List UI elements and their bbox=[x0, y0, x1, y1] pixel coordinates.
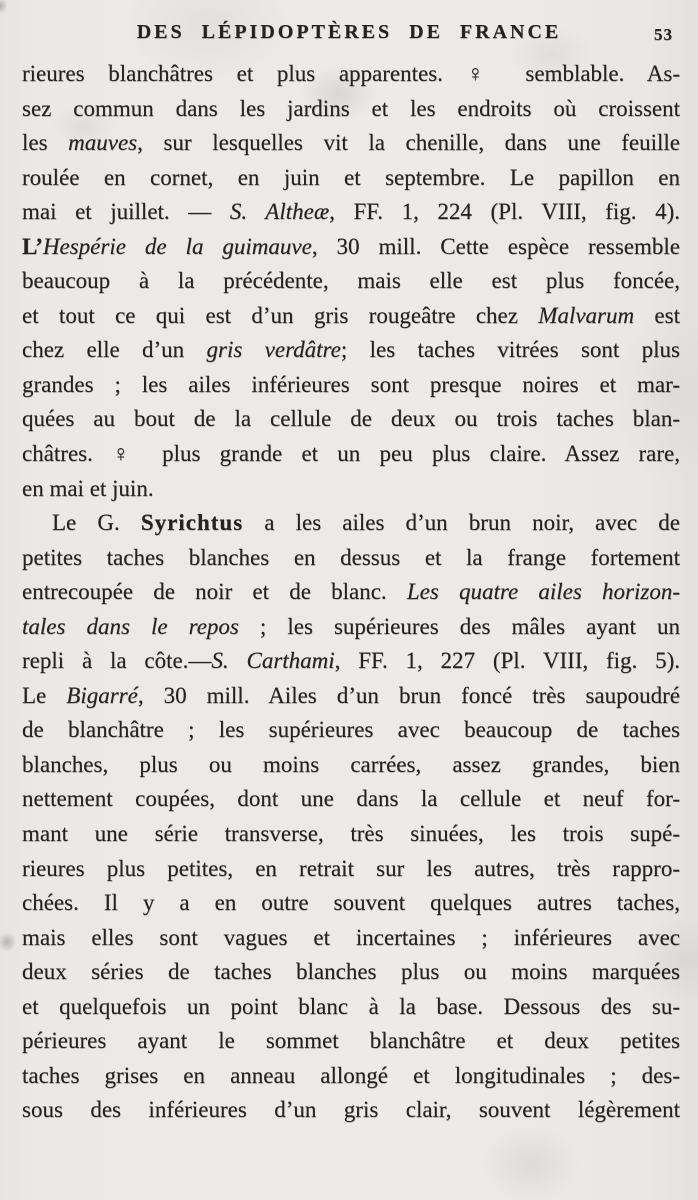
running-title: DES LÉPIDOPTÈRES DE FRANCE bbox=[136, 21, 562, 43]
text-segment: S. Altheæ bbox=[229, 199, 330, 225]
text-line bbox=[22, 886, 680, 921]
text-line bbox=[22, 748, 680, 783]
paragraph bbox=[22, 57, 680, 506]
text-segment: mant une série transverse, très sinuées, les trois supé- bbox=[22, 821, 680, 847]
text-segment: et tout ce qui est d’un gris rougeâtre chez bbox=[22, 302, 539, 328]
text-segment: grandes ; les ailes inférieures sont presque noires et mar- bbox=[22, 371, 680, 397]
text-line bbox=[22, 126, 680, 161]
text-segment: Malvarum bbox=[538, 302, 635, 328]
paragraph bbox=[22, 506, 680, 1128]
text-segment: chez elle d’un bbox=[22, 337, 207, 363]
text-line bbox=[22, 506, 680, 541]
text-segment: Bigarré bbox=[66, 682, 138, 708]
text-line bbox=[22, 437, 680, 472]
text-line bbox=[22, 610, 680, 645]
text-segment: les bbox=[22, 130, 69, 156]
text-line bbox=[22, 161, 680, 196]
text-line bbox=[22, 195, 680, 230]
text-segment: taches grises en anneau allongé et longitudinales ; des- bbox=[22, 1062, 680, 1088]
text-segment: ; les taches vitrées sont plus bbox=[340, 337, 680, 363]
text-line bbox=[22, 852, 680, 887]
text-segment: deux séries de taches blanches plus ou moins marquées bbox=[22, 959, 680, 985]
text-line bbox=[22, 713, 680, 748]
text-segment: nettement coupées, dont une dans la cellule et neuf for- bbox=[22, 786, 680, 812]
text-segment: en mai et juin. bbox=[22, 475, 154, 501]
text-block bbox=[22, 57, 680, 1128]
text-segment: de blanchâtre ; les supérieures avec beaucoup de taches bbox=[22, 717, 680, 743]
text-line bbox=[22, 1059, 680, 1094]
text-segment: est bbox=[634, 302, 680, 328]
text-segment: mai et juillet. — bbox=[22, 199, 230, 225]
text-segment: S. Carthami bbox=[211, 648, 335, 674]
text-line bbox=[22, 333, 680, 368]
text-segment: mauves bbox=[68, 130, 138, 156]
text-segment: , FF. 1, 227 (Pl. VIII, fig. 5). bbox=[334, 648, 680, 674]
text-segment: rieures plus petites, en retrait sur les autres, très rappro- bbox=[22, 855, 680, 881]
text-segment: L’ bbox=[22, 233, 43, 259]
text-segment: tales dans le repos bbox=[22, 613, 239, 639]
text-line bbox=[22, 644, 680, 679]
text-segment: , sur lesquelles vit la chenille, dans une feuille bbox=[137, 130, 680, 156]
text-line bbox=[22, 541, 680, 576]
text-segment: petites taches blanches en dessus et la frange fortement bbox=[22, 544, 680, 570]
text-segment: Le G. bbox=[52, 510, 141, 536]
text-segment: entrecoupée de noir et de blanc. bbox=[22, 579, 407, 605]
text-line bbox=[22, 990, 680, 1025]
text-segment: blanches, plus ou moins carrées, assez grandes, bien bbox=[22, 751, 680, 777]
text-line bbox=[22, 782, 680, 817]
text-line bbox=[22, 817, 680, 852]
text-segment: , 30 mill. Ailes d’un brun foncé très saupoudré bbox=[137, 682, 680, 708]
text-line bbox=[22, 402, 680, 437]
text-segment: ; les supérieures des mâles ayant un bbox=[238, 613, 680, 639]
text-segment: châtres. ♀ plus grande et un peu plus claire. Assez rare, bbox=[22, 441, 680, 467]
text-line bbox=[22, 264, 680, 299]
text-segment: , FF. 1, 224 (Pl. VIII, fig. 4). bbox=[329, 199, 680, 225]
text-line bbox=[22, 92, 680, 127]
text-segment: gris verdâtre bbox=[206, 337, 341, 363]
text-line bbox=[22, 955, 680, 990]
text-segment: sez commun dans les jardins et les endroits où croissent bbox=[22, 95, 680, 121]
text-segment: , 30 mill. Cette espèce ressemble bbox=[311, 233, 680, 259]
text-segment: Les quatre ailes horizon- bbox=[406, 579, 680, 605]
text-segment: rieures blanchâtres et plus apparentes. ♀ semblable. As- bbox=[22, 61, 680, 86]
text-segment: périeures ayant le sommet blanchâtre et deux petites bbox=[22, 1028, 680, 1054]
text-line bbox=[22, 921, 680, 956]
text-segment: et quelquefois un point blanc à la base. Dessous des su- bbox=[22, 993, 680, 1019]
text-segment: a les ailes d’un brun noir, avec de bbox=[243, 510, 680, 536]
page-number: 53 bbox=[654, 25, 673, 44]
text-line bbox=[22, 368, 680, 403]
text-segment: chées. Il y a en outre souvent quelques autres taches, bbox=[22, 890, 680, 916]
text-segment: quées au bout de la cellule de deux ou trois taches blan- bbox=[22, 406, 680, 432]
text-segment: Le bbox=[22, 682, 67, 708]
text-segment: mais elles sont vagues et incertaines ; inférieures avec bbox=[22, 924, 680, 950]
text-segment: roulée en cornet, en juin et septembre. Le papillon en bbox=[22, 164, 680, 190]
text-line bbox=[22, 230, 680, 265]
text-line bbox=[22, 57, 680, 92]
text-segment: repli à la côte.— bbox=[22, 648, 212, 674]
text-segment: Hespérie de la guimauve bbox=[42, 233, 312, 259]
text-line bbox=[22, 299, 680, 334]
text-segment: Syrichtus bbox=[140, 510, 244, 536]
text-line bbox=[22, 575, 680, 610]
text-line bbox=[22, 679, 680, 714]
text-line bbox=[22, 1024, 680, 1059]
text-segment: sous des inférieures d’un gris clair, souvent légèrement bbox=[22, 1097, 680, 1123]
text-line bbox=[22, 1093, 680, 1128]
text-segment: beaucoup à la précédente, mais elle est plus foncée, bbox=[22, 268, 680, 294]
text-line bbox=[22, 472, 680, 507]
